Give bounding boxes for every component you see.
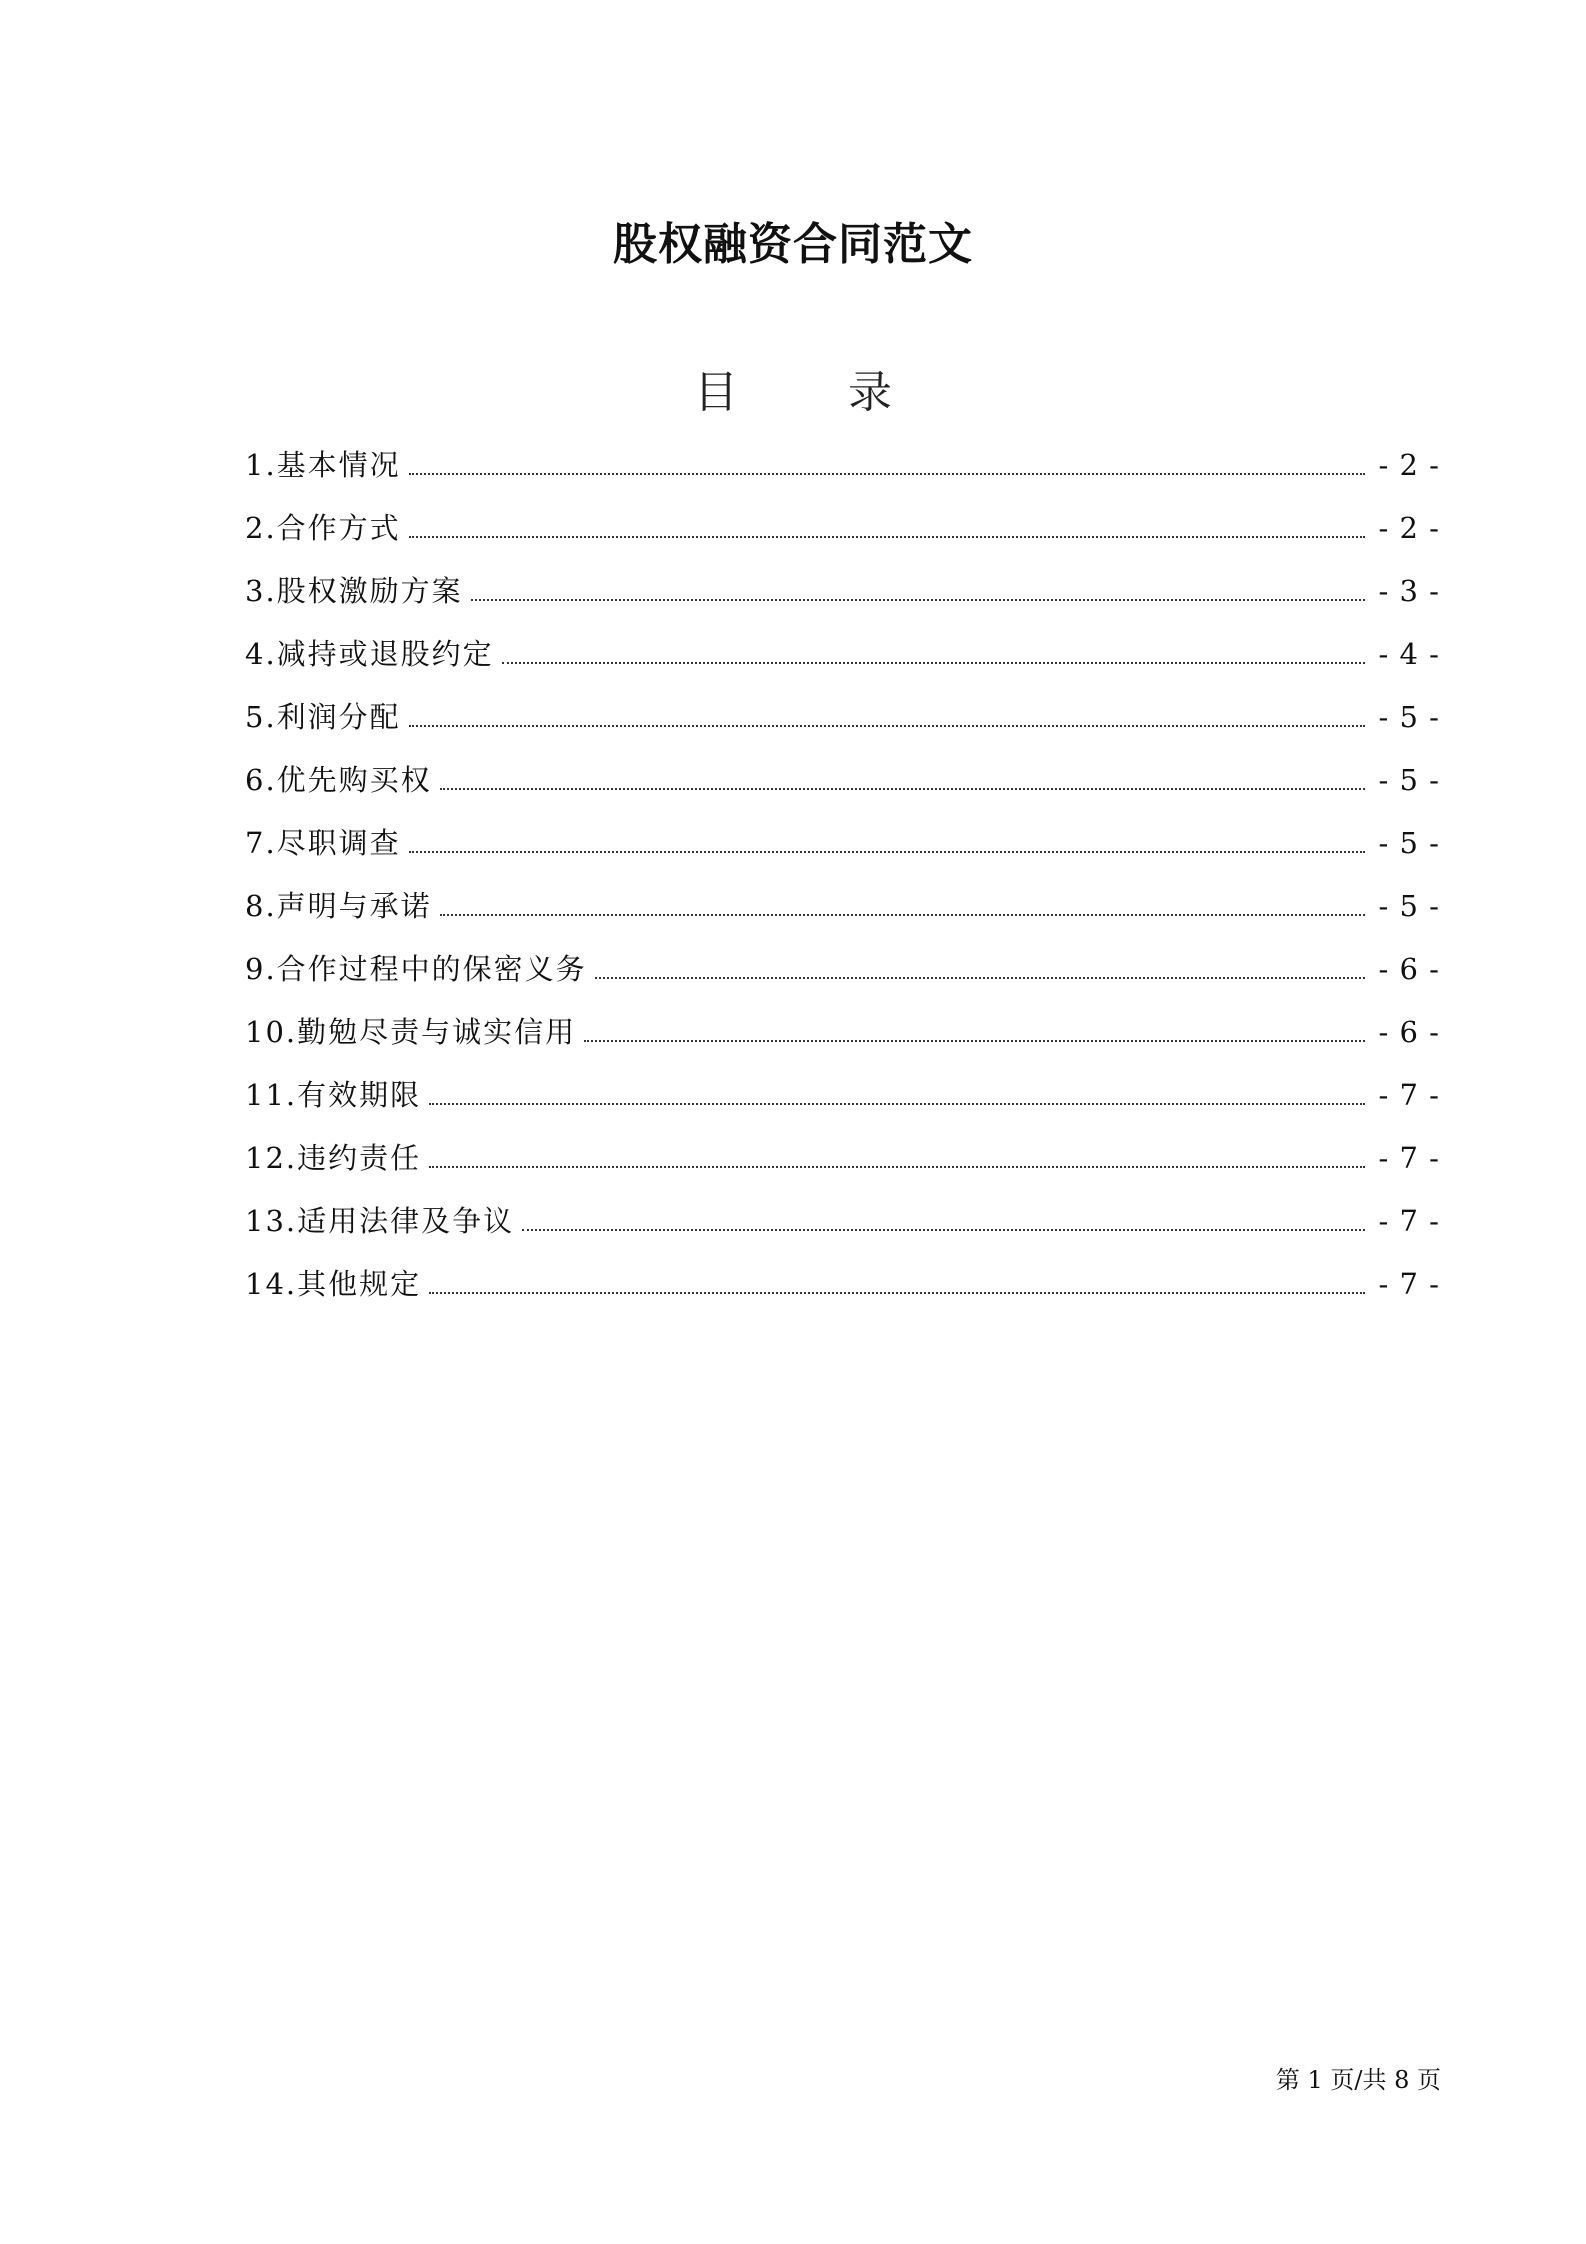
toc-entry-page: - 5 - xyxy=(1378,826,1440,860)
toc-entry-label: 1.基本情况 xyxy=(245,448,401,482)
toc-entry[interactable] xyxy=(245,695,1440,758)
toc-entry[interactable] xyxy=(245,758,1440,821)
toc-dot-leader xyxy=(502,662,1365,664)
toc-entry-label: 5.利润分配 xyxy=(245,700,401,734)
toc-entry-page: - 5 - xyxy=(1378,700,1440,734)
toc-dot-leader xyxy=(429,1166,1364,1168)
toc-entry-page: - 7 - xyxy=(1378,1141,1440,1175)
toc-entry[interactable] xyxy=(245,821,1440,884)
toc-entry-page: - 6 - xyxy=(1378,952,1440,986)
toc-entry[interactable] xyxy=(245,947,1440,1010)
toc-dot-leader xyxy=(409,536,1365,538)
table-of-contents xyxy=(245,443,1440,1325)
toc-entry-page: - 7 - xyxy=(1378,1204,1440,1238)
toc-entry[interactable] xyxy=(245,632,1440,695)
toc-entry[interactable] xyxy=(245,443,1440,506)
toc-dot-leader xyxy=(409,473,1365,475)
toc-dot-leader xyxy=(471,599,1365,601)
toc-dot-leader xyxy=(595,977,1365,979)
toc-entry-page: - 4 - xyxy=(1378,637,1440,671)
toc-entry-page: - 3 - xyxy=(1378,574,1440,608)
toc-entry[interactable] xyxy=(245,1199,1440,1262)
toc-dot-leader xyxy=(584,1040,1364,1042)
toc-dot-leader xyxy=(429,1292,1364,1294)
toc-dot-leader xyxy=(522,1229,1364,1231)
toc-entry-label: 2.合作方式 xyxy=(245,511,401,545)
toc-entry-label: 4.减持或退股约定 xyxy=(245,637,494,671)
toc-entry-label: 13.适用法律及争议 xyxy=(245,1204,515,1238)
toc-entry[interactable] xyxy=(245,506,1440,569)
toc-entry-label: 9.合作过程中的保密义务 xyxy=(245,952,587,986)
toc-entry-label: 3.股权激励方案 xyxy=(245,574,463,608)
toc-entry-label: 11.有效期限 xyxy=(245,1078,422,1112)
document-title: 股权融资合同范文 xyxy=(613,219,973,270)
page-number-footer: 第 1 页/共 8 页 xyxy=(1275,2066,1441,2094)
toc-entry-label: 14.其他规定 xyxy=(245,1267,422,1301)
toc-entry-page: - 7 - xyxy=(1378,1267,1440,1301)
toc-dot-leader xyxy=(429,1103,1364,1105)
toc-dot-leader xyxy=(440,914,1365,916)
toc-dot-leader xyxy=(409,851,1365,853)
toc-entry-label: 7.尽职调查 xyxy=(245,826,401,860)
toc-entry-page: - 2 - xyxy=(1378,511,1440,545)
toc-entry[interactable] xyxy=(245,569,1440,632)
toc-entry[interactable] xyxy=(245,884,1440,947)
toc-entry-page: - 7 - xyxy=(1378,1078,1440,1112)
toc-heading: 目 录 xyxy=(694,367,940,418)
toc-dot-leader xyxy=(440,788,1365,790)
toc-entry[interactable] xyxy=(245,1073,1440,1136)
toc-entry[interactable] xyxy=(245,1136,1440,1199)
toc-entry-page: - 2 - xyxy=(1378,448,1440,482)
toc-dot-leader xyxy=(409,725,1365,727)
toc-entry-page: - 5 - xyxy=(1378,763,1440,797)
toc-entry-label: 8.声明与承诺 xyxy=(245,889,432,923)
toc-entry-label: 10.勤勉尽责与诚实信用 xyxy=(245,1015,577,1049)
toc-entry-page: - 5 - xyxy=(1378,889,1440,923)
toc-entry[interactable] xyxy=(245,1262,1440,1325)
toc-entry-page: - 6 - xyxy=(1378,1015,1440,1049)
toc-entry[interactable] xyxy=(245,1010,1440,1073)
toc-entry-label: 12.违约责任 xyxy=(245,1141,422,1175)
toc-entry-label: 6.优先购买权 xyxy=(245,763,432,797)
